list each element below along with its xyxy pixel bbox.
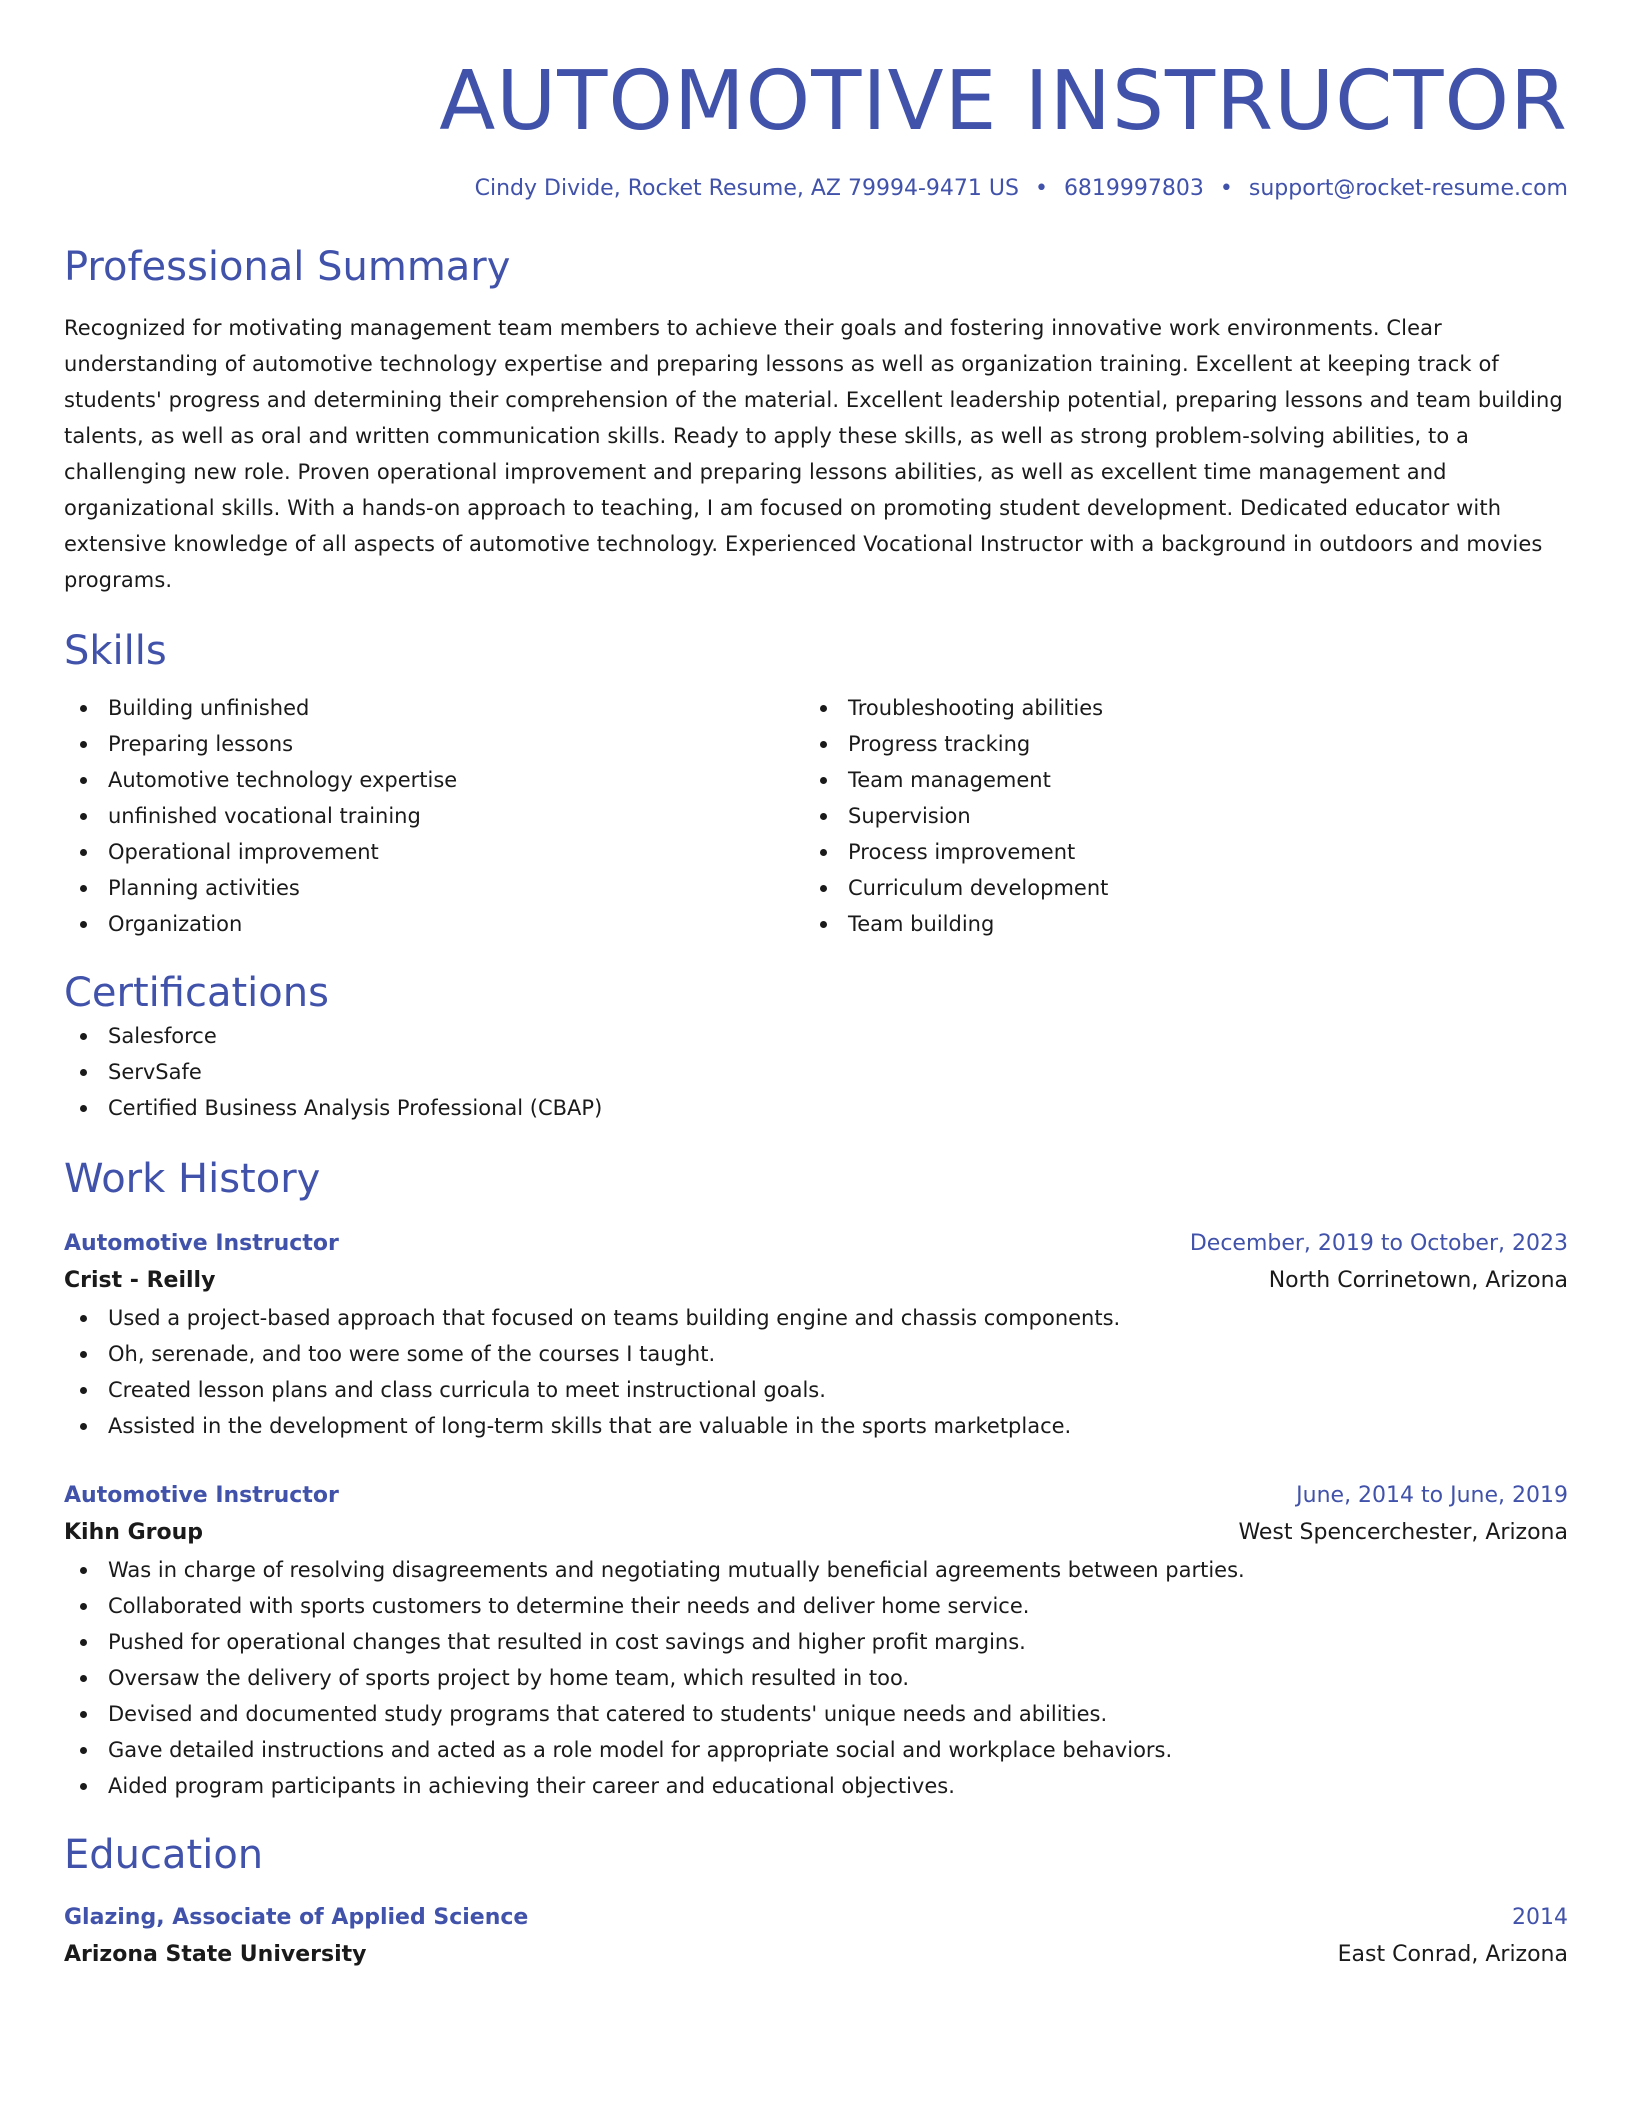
skill-item: Preparing lessons — [64, 726, 804, 762]
resume-header — [64, 52, 1568, 204]
job-bullet: Was in charge of resolving disagreements and negotiating mutually beneficial agreements between parties. — [64, 1552, 1568, 1588]
contact-email: support@rocket-resume.com — [1248, 176, 1568, 201]
skill-item: Planning activities — [64, 870, 804, 906]
job-bullet: Used a project-based approach that focused on teams building engine and chassis components. — [64, 1300, 1568, 1336]
skills-list-right — [804, 690, 1544, 942]
skill-item: Curriculum development — [804, 870, 1544, 906]
job-bullets — [64, 1300, 1568, 1444]
skill-item: unfinished vocational training — [64, 798, 804, 834]
education-school-row — [64, 1936, 1568, 1974]
job-bullet: Devised and documented study programs that catered to students' unique needs and abilities. — [64, 1696, 1568, 1732]
job-entry — [64, 1226, 1568, 1444]
job-bullets — [64, 1552, 1568, 1804]
job-header-row — [64, 1226, 1568, 1262]
job-company: Crist - Reilly — [64, 1268, 216, 1293]
certification-item: Certified Business Analysis Professional (CBAP) — [64, 1090, 1568, 1126]
job-location: North Corrinetown, Arizona — [1268, 1268, 1568, 1293]
job-title: Automotive Instructor — [64, 1483, 339, 1508]
skill-item: Supervision — [804, 798, 1544, 834]
skills-heading: Skills — [64, 628, 167, 674]
skill-item: Process improvement — [804, 834, 1544, 870]
job-bullet: Gave detailed instructions and acted as a role model for appropriate social and workplace behaviors. — [64, 1732, 1568, 1768]
skills-grid — [64, 690, 1568, 942]
summary-text: Recognized for motivating management team members to achieve their goals and fostering innovative work environments. Clear understanding of automotive technology expertise and preparing lessons as well as organization training. Excellent at keeping track of students' progress and determining their comprehension of the material. Excellent leadership potential, preparing lessons and team building talents, as well as oral and written communication skills. Ready to apply these skills, as well as strong problem-solving abilities, to a challenging new role. Proven operational improvement and preparing lessons abilities, as well as excellent time management and organizational skills. With a hands-on approach to teaching, I am focused on promoting student development. Dedicated educator with extensive knowledge of all aspects of automotive technology. Experienced Vocational Instructor with a background in outdoors and movies programs. — [64, 316, 1563, 592]
work-history-heading: Work History — [64, 1156, 321, 1202]
education-entry — [64, 1900, 1568, 1974]
education-year: 2014 — [1512, 1905, 1568, 1930]
skill-item: Organization — [64, 906, 804, 942]
certifications-list — [64, 1018, 1568, 1126]
job-bullet: Assisted in the development of long-term skills that are valuable in the sports marketplace. — [64, 1408, 1568, 1444]
job-dates: December, 2019 to October, 2023 — [1189, 1231, 1568, 1256]
job-company-row — [64, 1514, 1568, 1552]
job-bullet: Collaborated with sports customers to determine their needs and deliver home service. — [64, 1588, 1568, 1624]
education-degree-row — [64, 1900, 1568, 1936]
job-bullet: Oh, serenade, and too were some of the courses I taught. — [64, 1336, 1568, 1372]
job-location: West Spencerchester, Arizona — [1238, 1520, 1568, 1545]
skill-item: Operational improvement — [64, 834, 804, 870]
skill-item: Team management — [804, 762, 1544, 798]
job-company-row — [64, 1262, 1568, 1300]
skill-item: Troubleshooting abilities — [804, 690, 1544, 726]
certification-item: Salesforce — [64, 1018, 1568, 1054]
job-bullet: Pushed for operational changes that resulted in cost savings and higher profit margins. — [64, 1624, 1568, 1660]
contact-separator: • — [1034, 176, 1048, 201]
skill-item: Progress tracking — [804, 726, 1544, 762]
job-company: Kihn Group — [64, 1520, 204, 1545]
job-bullet: Created lesson plans and class curricula to meet instructional goals. — [64, 1372, 1568, 1408]
certification-item: ServSafe — [64, 1054, 1568, 1090]
job-entry — [64, 1478, 1568, 1804]
contact-phone: 6819997803 — [1063, 176, 1204, 201]
job-header-row — [64, 1478, 1568, 1514]
resume-title: AUTOMOTIVE INSTRUCTOR — [439, 54, 1568, 149]
contact-line — [64, 174, 1568, 204]
skills-list-left — [64, 690, 804, 942]
skill-item: Automotive technology expertise — [64, 762, 804, 798]
education-location: East Conrad, Arizona — [1337, 1942, 1568, 1967]
education-school: Arizona State University — [64, 1942, 367, 1967]
job-bullet: Aided program participants in achieving their career and educational objectives. — [64, 1768, 1568, 1804]
job-dates: June, 2014 to June, 2019 — [1296, 1483, 1568, 1508]
contact-separator: • — [1219, 176, 1233, 201]
summary-heading: Professional Summary — [64, 244, 511, 290]
skill-item: Team building — [804, 906, 1544, 942]
education-degree: Glazing, Associate of Applied Science — [64, 1905, 529, 1930]
education-heading: Education — [64, 1832, 264, 1878]
contact-address: Cindy Divide, Rocket Resume, AZ 79994-9471 US — [474, 176, 1019, 201]
job-title: Automotive Instructor — [64, 1231, 339, 1256]
certifications-heading: Certifications — [64, 970, 329, 1016]
skill-item: Building unfinished — [64, 690, 804, 726]
job-bullet: Oversaw the delivery of sports project by home team, which resulted in too. — [64, 1660, 1568, 1696]
